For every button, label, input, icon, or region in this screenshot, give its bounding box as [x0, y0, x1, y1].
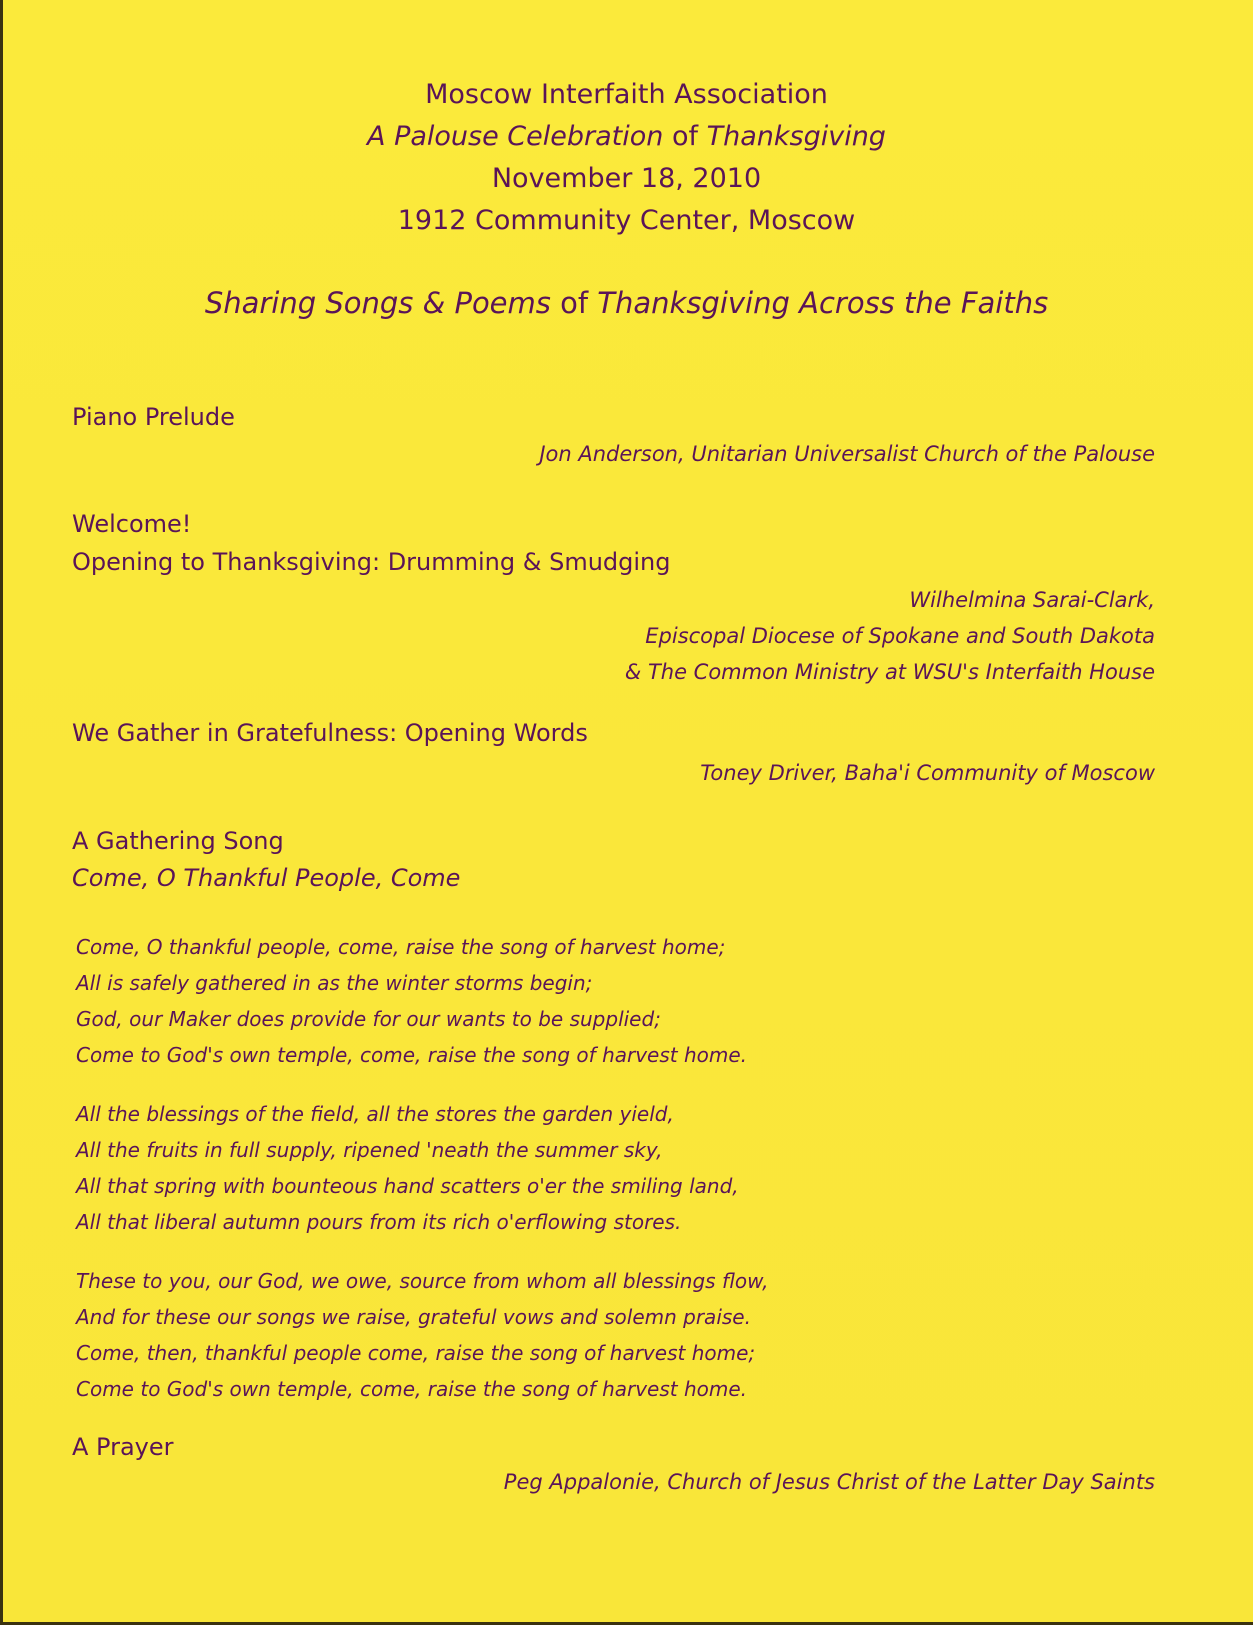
subtitle-of: of [560, 286, 589, 320]
lyric-line: Come, O thankful people, come, raise the song of harvest home; [76, 935, 726, 959]
welcome-credit [625, 582, 1155, 690]
lyric-line: Come to God's own temple, come, raise the song of harvest home. [76, 1043, 748, 1067]
prelude-credit: Jon Anderson, Unitarian Universalist Church of the Palouse [539, 442, 1155, 466]
song-section-title: A Gathering Song [72, 827, 284, 855]
lyric-line: All that liberal autumn pours from its rich o'erflowing stores. [76, 1210, 682, 1234]
event-title-of: of [671, 121, 699, 152]
lyric-line: God, our Maker does provide for our wants to be supplied; [76, 1007, 661, 1031]
welcome-title: Welcome! [72, 510, 192, 538]
song-stanza-2 [76, 1096, 739, 1240]
subtitle-part-a: Sharing Songs & Poems [204, 286, 551, 320]
lyric-line: All the blessings of the field, all the stores the garden yield, [76, 1102, 674, 1126]
program-header [0, 74, 1253, 242]
subtitle-part-b: Thanksgiving Across the Faiths [597, 286, 1049, 320]
welcome-credit-line: Wilhelmina Sarai-Clark, [909, 588, 1155, 612]
org-name: Moscow Interfaith Association [425, 79, 828, 110]
page-left-edge [0, 0, 3, 1625]
lyric-line: And for these our songs we raise, grateful vows and solemn praise. [76, 1305, 751, 1329]
welcome-credit-line: Episcopal Diocese of Spokane and South Dakota [645, 624, 1155, 648]
gather-title: We Gather in Gratefulness: Opening Words [72, 719, 588, 747]
opening-title: Opening to Thanksgiving: Drumming & Smudging [72, 548, 671, 576]
prayer-credit: Peg Appalonie, Church of Jesus Christ of the Latter Day Saints [503, 1470, 1155, 1494]
song-stanza-1 [76, 929, 747, 1073]
program-subtitle [0, 286, 1253, 320]
song-stanza-3 [76, 1263, 769, 1407]
lyric-line: Come, then, thankful people come, raise the song of harvest home; [76, 1341, 756, 1365]
event-title-part-a: A Palouse Celebration [367, 121, 664, 152]
song-title: Come, O Thankful People, Come [72, 864, 461, 892]
lyric-line: All is safely gathered in as the winter storms begin; [76, 971, 593, 995]
welcome-credit-line: & The Common Ministry at WSU's Interfaith House [624, 660, 1155, 684]
lyric-line: All the fruits in full supply, ripened 'neath the summer sky, [76, 1138, 663, 1162]
gather-credit: Toney Driver, Baha'i Community of Moscow [700, 761, 1155, 785]
lyric-line: All that spring with bounteous hand scatters o'er the smiling land, [76, 1174, 739, 1198]
event-title-part-b: Thanksgiving [706, 121, 886, 152]
event-date: November 18, 2010 [491, 163, 762, 194]
lyric-line: These to you, our God, we owe, source from whom all blessings flow, [76, 1269, 769, 1293]
prayer-title: A Prayer [72, 1433, 174, 1461]
lyric-line: Come to God's own temple, come, raise the song of harvest home. [76, 1377, 748, 1401]
prelude-title: Piano Prelude [72, 403, 235, 431]
event-venue: 1912 Community Center, Moscow [397, 205, 856, 236]
event-title [0, 116, 1253, 158]
